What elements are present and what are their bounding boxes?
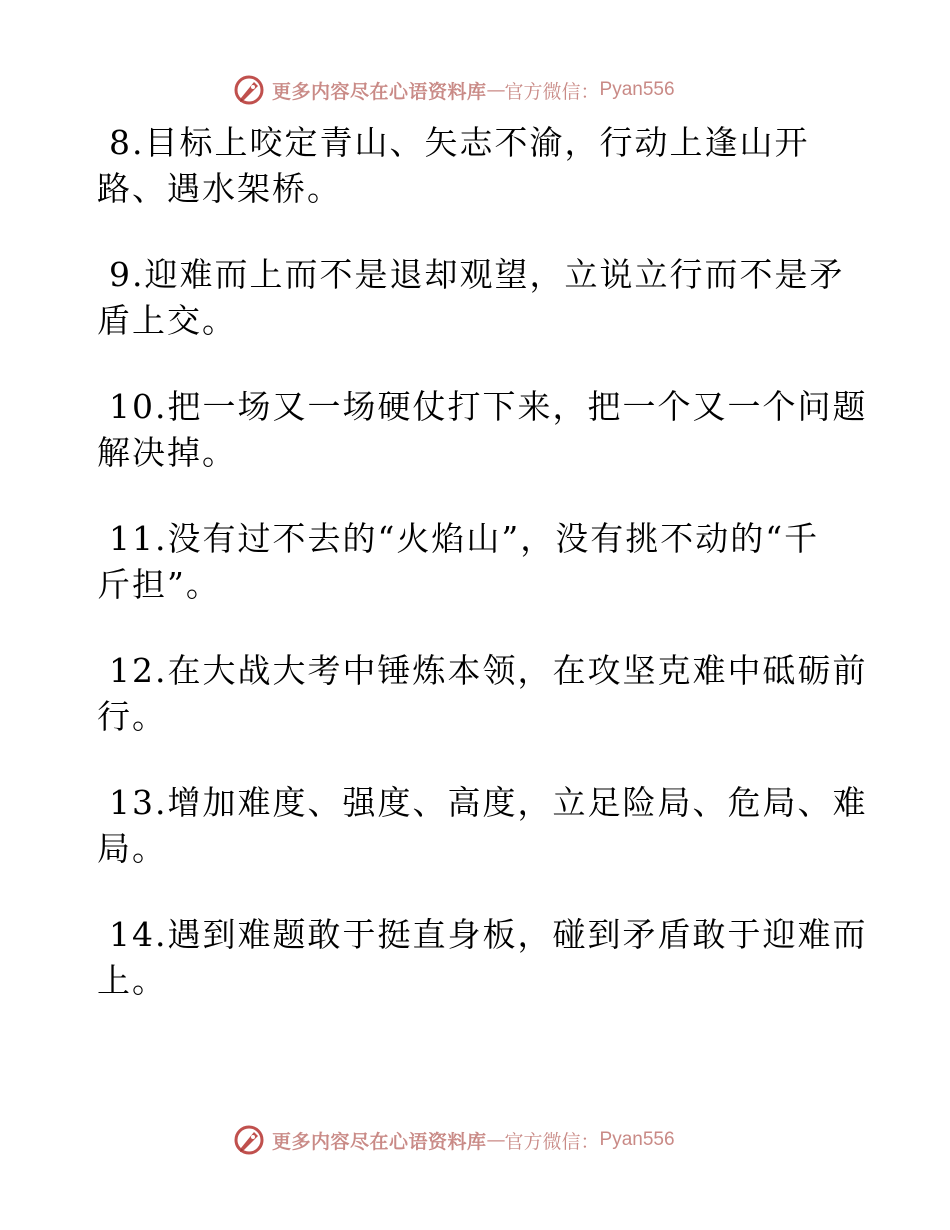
list-item <box>97 780 868 872</box>
item-line: 11.没有过不去的“火焰山”，没有挑不动的“千 <box>109 519 820 558</box>
item-line-continued: 路、遇水架桥。 <box>97 169 342 208</box>
item-line: 14.遇到难题敢于挺直身板，碰到矛盾敢于迎难而 <box>109 915 868 954</box>
list-item <box>97 252 857 344</box>
pen-nib-logo-icon <box>232 1123 266 1157</box>
item-line-continued: 局。 <box>97 829 167 868</box>
text-body <box>97 120 868 1004</box>
list-item <box>97 648 868 740</box>
header-contact-label: 官方微信： <box>504 80 600 103</box>
list-item <box>97 912 868 1004</box>
footer-banner <box>232 1120 732 1160</box>
item-line-continued: 斤担”。 <box>97 565 221 604</box>
item-line: 13.增加难度、强度、高度，立足险局、危局、难 <box>109 783 868 822</box>
item-line-continued: 解决掉。 <box>97 433 237 472</box>
item-line: 10.把一场又一场硬仗打下来，把一个又一个问题 <box>109 387 868 426</box>
item-line: 9.迎难而上而不是退却观望，立说立行而不是矛 <box>109 255 845 294</box>
footer-contact-label: 官方微信： <box>504 1130 600 1153</box>
footer-dash: — <box>486 1129 505 1151</box>
header-brand-text: 更多内容尽在心语资料库 <box>272 80 487 103</box>
item-line-continued: 盾上交。 <box>97 301 237 340</box>
list-item <box>97 384 868 476</box>
item-line-continued: 上。 <box>97 961 167 1000</box>
header-banner <box>232 70 732 110</box>
footer-brand-text: 更多内容尽在心语资料库 <box>272 1130 487 1153</box>
item-line-continued: 行。 <box>97 697 167 736</box>
header-dash: — <box>486 79 505 101</box>
item-line: 12.在大战大考中锤炼本领，在攻坚克难中砥砺前 <box>109 651 868 690</box>
list-item <box>97 120 857 212</box>
footer-wechat-id: Pyan556 <box>599 1129 675 1150</box>
pen-nib-logo-icon <box>232 73 266 107</box>
item-line: 8.目标上咬定青山、矢志不渝，行动上逢山开 <box>109 123 810 162</box>
list-item <box>97 516 857 608</box>
header-wechat-id: Pyan556 <box>599 79 675 100</box>
